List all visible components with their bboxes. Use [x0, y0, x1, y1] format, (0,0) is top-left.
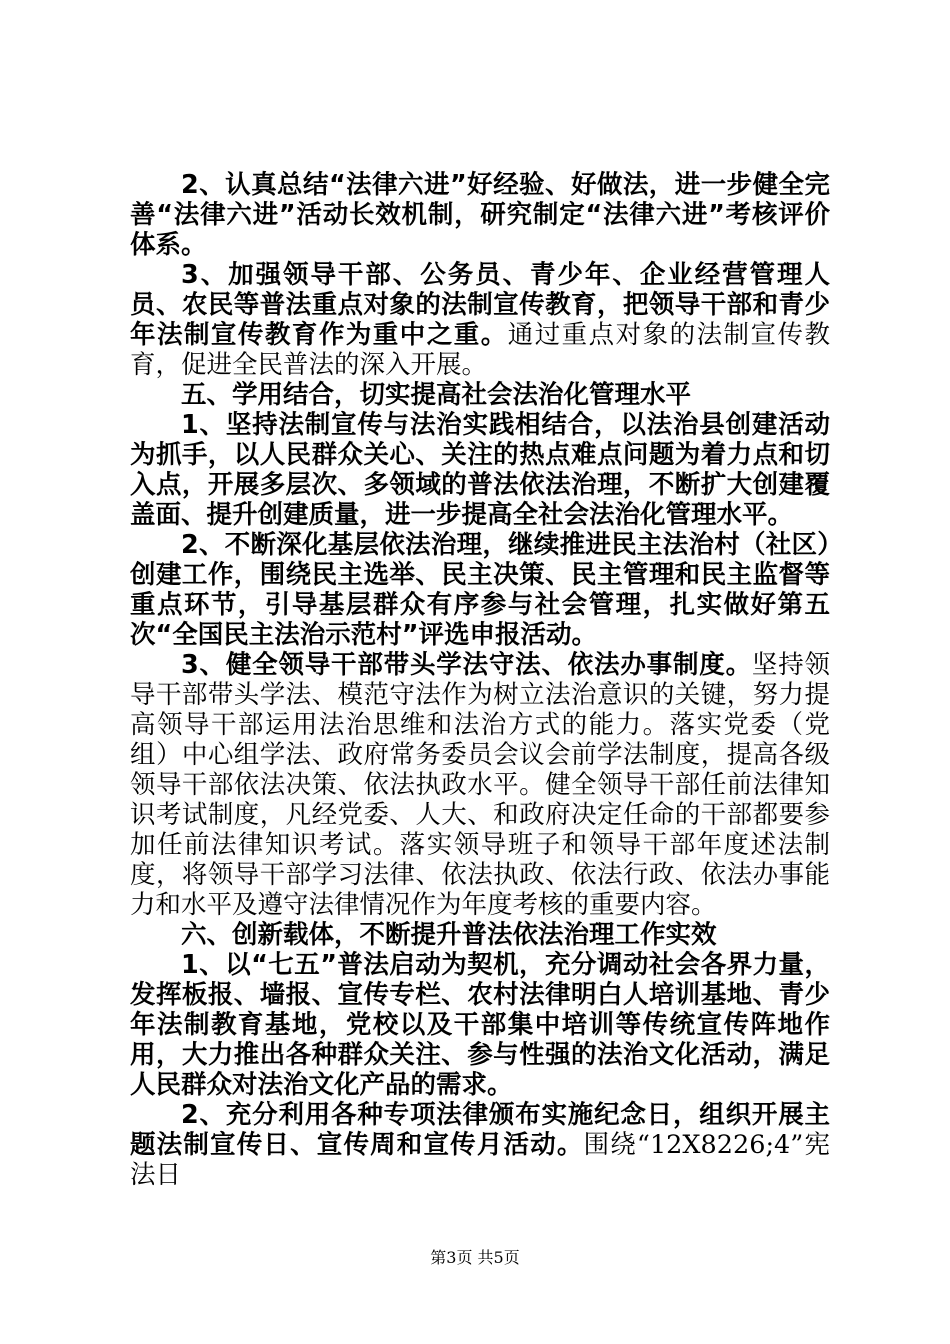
paragraph-4 [130, 530, 830, 650]
paragraph-5 [130, 650, 830, 920]
page-footer: 第3页 共5页 [430, 1248, 520, 1267]
paragraph-1-bold: 2、认真总结“法律六进”好经验、好做法，进一步健全完善“法律六进”活动长效机制，研究制定“法律六进”考核评价体系。 [130, 170, 830, 260]
paragraph-7-regular: 围绕“12X8226;4”宪法日 [130, 1130, 830, 1190]
section-heading-5-text: 五、学用结合，切实提高社会法治化管理水平 [181, 380, 692, 410]
paragraph-7-bold: 2、充分利用各种专项法律颁布实施纪念日，组织开展主题法制宣传日、宣传周和宣传月活动。 [130, 1100, 830, 1160]
section-heading-6-text: 六、创新载体，不断提升普法依法治理工作实效 [181, 920, 717, 950]
paragraph-5-regular: 坚持领导干部带头学法、模范守法作为树立法治意识的关键，努力提高领导干部运用法治思维和法治方式的能力。落实党委（党组）中心组学法、政府常务委员会议会前学法制度，提高各级领导干部依法决策、依法执政水平。健全领导干部任前法律知识考试制度，凡经党委、人大、和政府决定任命的干部都要参加任前法律知识考试。落实领导班子和领导干部年度述法制度，将领导干部学习法律、依法执政、依法行政、依法办事能力和水平及遵守法律情况作为年度考核的重要内容。 [130, 650, 830, 920]
paragraph-6 [130, 950, 830, 1100]
paragraph-4-bold: 2、不断深化基层依法治理，继续推进民主法治村（社区）创建工作，围绕民主选举、民主决策、民主管理和民主监督等重点环节，引导基层群众有序参与社会管理，扎实做好第五次“全国民主法治示范村”评选申报活动。 [130, 530, 830, 650]
section-heading-5 [130, 380, 830, 410]
paragraph-2-regular: 通过重点对象的法制宣传教育，促进全民普法的深入开展。 [130, 320, 830, 380]
paragraph-6-bold: 1、以“七五”普法启动为契机，充分调动社会各界力量，发挥板报、墙报、宣传专栏、农村法律明白人培训基地、青少年法制教育基地，党校以及干部集中培训等传统宣传阵地作用，大力推出各种群众关注、参与性强的法治文化活动，满足人民群众对法治文化产品的需求。 [130, 950, 830, 1100]
paragraph-1 [130, 170, 830, 260]
paragraph-2-bold: 3、加强领导干部、公务员、青少年、企业经营管理人员、农民等普法重点对象的法制宣传教育，把领导干部和青少年法制宣传教育作为重中之重。 [130, 260, 830, 350]
paragraph-5-bold: 3、健全领导干部带头学法守法、依法办事制度。 [181, 650, 752, 680]
paragraph-3 [130, 410, 830, 530]
paragraph-3-bold: 1、坚持法制宣传与法治实践相结合，以法治县创建活动为抓手，以人民群众关心、关注的热点难点问题为着力点和切入点，开展多层次、多领域的普法依法治理，不断扩大创建覆盖面、提升创建质量，进一步提高全社会法治化管理水平。 [130, 410, 830, 530]
document-body [130, 170, 830, 1190]
section-heading-6 [130, 920, 830, 950]
paragraph-2 [130, 260, 830, 380]
paragraph-7 [130, 1100, 830, 1190]
